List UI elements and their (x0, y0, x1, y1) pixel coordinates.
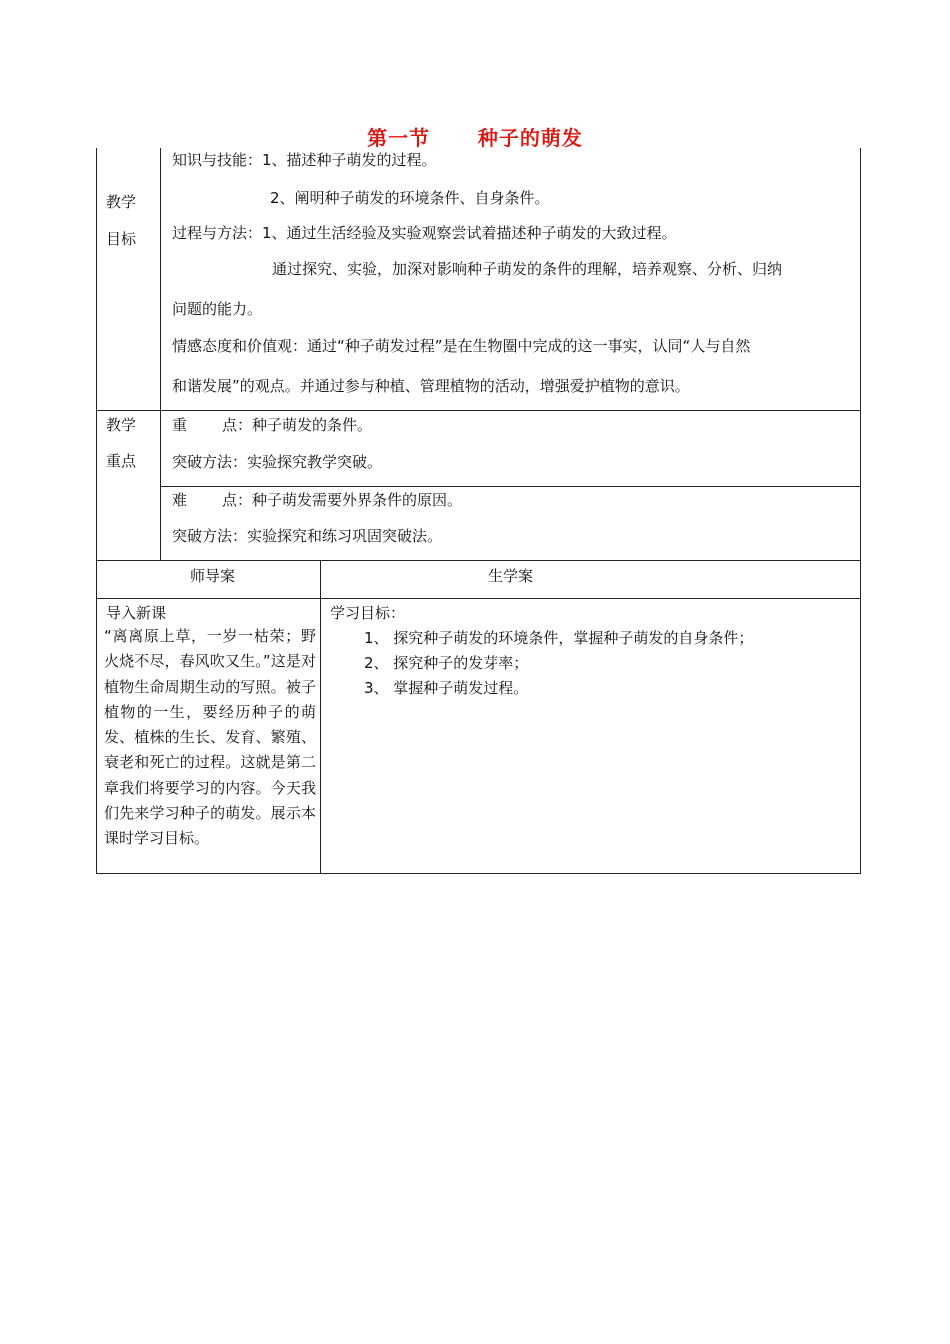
student-plan-item: 2、 探究种子的发芽率； (364, 654, 529, 672)
page-title: 第一节 种子的萌发 (367, 126, 583, 150)
objective-line: 和谐发展”的观点。并通过参与种植、管理植物的活动，增强爱护植物的意识。 (172, 377, 690, 395)
objective-line: 问题的能力。 (172, 300, 263, 318)
student-plan-item: 3、 掌握种子萌发过程。 (364, 679, 529, 697)
key-point-method: 突破方法：实验探究教学突破。 (172, 453, 383, 471)
student-plan-header: 生学案 (488, 567, 534, 585)
teacher-plan-body: “离离原上草，一岁一枯荣；野火烧不尽，春风吹又生。”这是对植物生命周期生动的写照。被子植物的一生，要经历种子的萌发、植株的生长、发育、繁殖、衰老和死亡的过程。这就是第二章我们将要学习的内容。今天我们先来学习种子的萌发。展示本课时学习目标。 (104, 627, 316, 848)
teacher-plan-heading: 导入新课 (106, 604, 167, 622)
difficulty-label: 难 (172, 491, 188, 509)
objective-line: 通过探究、实验，加深对影响种子萌发的条件的理解，培养观察、分析、归纳 (272, 260, 783, 278)
key-point-label: 重 (172, 416, 188, 434)
objective-line: 2、阐明种子萌发的环境条件、自身条件。 (270, 189, 550, 207)
key-point-text: 点：种子萌发的条件。 (222, 416, 373, 434)
objective-line: 过程与方法：1、通过生活经验及实验观察尝试着描述种子萌发的大致过程。 (172, 224, 677, 242)
teacher-plan-header: 师导案 (190, 567, 236, 585)
student-plan-item: 1、 探究种子萌发的环境条件，掌握种子萌发的自身条件； (364, 629, 754, 647)
objective-line: 情感态度和价值观：通过“种子萌发过程”是在生物圈中完成的这一事实，认同“人与自然 (172, 337, 751, 355)
objective-line: 知识与技能：1、描述种子萌发的过程。 (172, 151, 437, 169)
difficulty-method: 突破方法：实验探究和练习巩固突破法。 (172, 527, 443, 545)
difficulty-text: 点：种子萌发需要外界条件的原因。 (222, 491, 463, 509)
student-plan-heading: 学习目标： (330, 604, 406, 622)
